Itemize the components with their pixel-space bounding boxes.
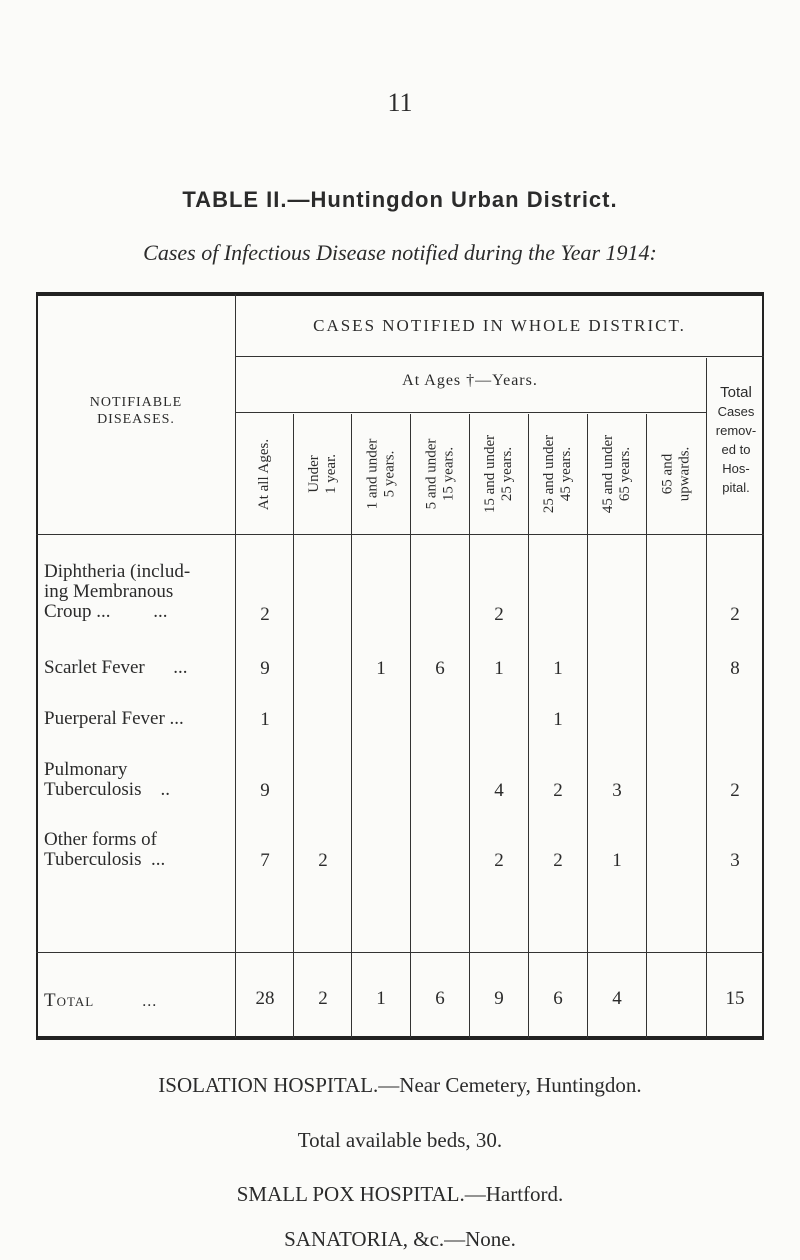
- table-cell: 9: [260, 658, 270, 679]
- label-line: ing Membranous: [44, 581, 174, 602]
- disease-label-diphtheria: [44, 562, 234, 622]
- age-header-15-to-25: [470, 414, 528, 534]
- age-header-under-1: [294, 414, 351, 534]
- total-removed-header: [706, 383, 766, 497]
- page-number: 11: [387, 88, 413, 117]
- table-cell: 1: [612, 850, 622, 871]
- header-line: 1 year.: [322, 454, 339, 494]
- table-cell: 8: [730, 658, 740, 679]
- total-cell: 15: [725, 988, 745, 1009]
- header-line: 1 and under: [364, 438, 380, 510]
- table-cell: 4: [494, 780, 504, 801]
- header-line: At all Ages.: [256, 438, 272, 510]
- available-beds-note: Total available beds, 30.: [297, 1128, 503, 1152]
- table-cell: 2: [260, 604, 270, 625]
- total-divider: [36, 952, 764, 953]
- table-cell: 1: [553, 709, 563, 730]
- total-cell: 4: [612, 988, 622, 1009]
- header-line: 65 and: [659, 453, 676, 495]
- table-cell: 2: [730, 780, 740, 801]
- table-cell: 2: [553, 850, 563, 871]
- table-cell: 7: [260, 850, 270, 871]
- table-cell: 6: [435, 658, 445, 679]
- age-header-25-to-45: [529, 414, 587, 534]
- disease-label-other-tuberculosis: [44, 830, 234, 870]
- total-label-dots: ...: [142, 993, 158, 1010]
- table-title: TABLE II.—Huntingdon Urban District.: [182, 187, 618, 212]
- label-line: Tuberculosis ..: [44, 779, 170, 800]
- label-line: Puerperal Fever ...: [44, 708, 184, 729]
- table-cell: 9: [260, 780, 270, 801]
- total-label-text: Total: [44, 990, 95, 1011]
- table-cell: 1: [494, 658, 504, 679]
- age-header-5-to-15: [411, 414, 469, 534]
- label-line: Pulmonary: [44, 759, 128, 780]
- small-pox-hospital-note: SMALL POX HOSPITAL.—Hartford.: [236, 1182, 564, 1206]
- table-cell: 2: [494, 604, 504, 625]
- table-cell: 1: [260, 709, 270, 730]
- header-line: 25 years.: [499, 446, 515, 502]
- header-line: Total: [720, 384, 752, 401]
- header-line: 5 and under: [423, 438, 439, 510]
- header-line: pital.: [722, 480, 750, 495]
- total-cell: 1: [376, 988, 386, 1009]
- table-subtitle: Cases of Infectious Disease notified during the Year 1914:: [143, 240, 657, 265]
- age-header-65-upwards: [647, 414, 706, 534]
- total-cell: 6: [435, 988, 445, 1009]
- header-line: Cases: [717, 404, 755, 419]
- table-cell: 1: [553, 658, 563, 679]
- label-line: Diphtheria (includ-: [44, 561, 191, 582]
- header-line: Hos-: [722, 461, 750, 476]
- header-line: 25 and under: [541, 434, 557, 514]
- age-header-45-to-65: [588, 414, 646, 534]
- at-ages-header: At Ages †—Years.: [402, 372, 538, 389]
- disease-label-scarlet-fever: [44, 658, 234, 678]
- isolation-hospital-note: ISOLATION HOSPITAL.—Near Cemetery, Huntingdon.: [158, 1073, 642, 1097]
- header-line: ed to: [721, 442, 751, 457]
- total-cell: 9: [494, 988, 504, 1009]
- label-line: Other forms of: [44, 829, 157, 850]
- table-cell: 2: [494, 850, 504, 871]
- label-line: Tuberculosis ...: [44, 849, 166, 870]
- header-line: 15 and under: [482, 434, 498, 514]
- header-line: 45 years.: [558, 446, 574, 502]
- cases-notified-header: CASES NOTIFIED IN WHOLE DISTRICT.: [313, 316, 686, 335]
- header-line: upwards.: [676, 446, 693, 502]
- header-line: 65 years.: [617, 446, 633, 502]
- header-line: 45 and under: [600, 434, 616, 514]
- header-line: Under: [305, 455, 322, 493]
- disease-label-puerperal-fever: [44, 709, 234, 729]
- total-cell: 6: [553, 988, 563, 1009]
- header-divider: [235, 412, 706, 413]
- header-line: 15 years.: [440, 446, 456, 502]
- total-row-label: [44, 990, 157, 1012]
- header-line: NOTIFIABLE: [89, 395, 183, 410]
- total-cell: 28: [255, 988, 275, 1009]
- header-divider: [36, 534, 764, 535]
- header-divider: [235, 356, 764, 357]
- table-cell: 1: [376, 658, 386, 679]
- sanatoria-note: SANATORIA, &c.—None.: [284, 1227, 516, 1251]
- table-cell: 3: [730, 850, 740, 871]
- label-line: Scarlet Fever ...: [44, 657, 188, 678]
- age-header-all-ages: [236, 414, 293, 534]
- header-line: DISEASES.: [97, 412, 175, 427]
- header-line: 5 years.: [381, 450, 397, 498]
- table-cell: 3: [612, 780, 622, 801]
- table-cell: 2: [318, 850, 328, 871]
- disease-label-pulmonary-tuberculosis: [44, 760, 234, 800]
- label-line: Croup ... ...: [44, 601, 168, 622]
- total-cell: 2: [318, 988, 328, 1009]
- notifiable-diseases-header: [36, 394, 236, 428]
- header-line: remov-: [715, 423, 757, 438]
- table-cell: 2: [553, 780, 563, 801]
- table-cell: 2: [730, 604, 740, 625]
- age-header-1-to-5: [352, 414, 410, 534]
